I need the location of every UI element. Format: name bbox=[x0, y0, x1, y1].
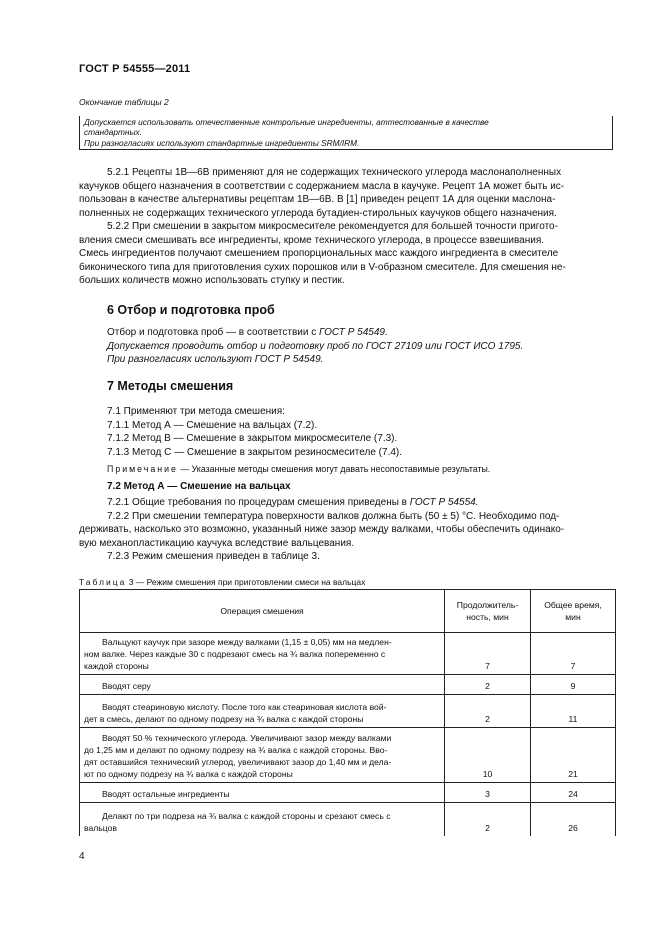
operation-cell bbox=[80, 803, 445, 836]
text-line: вую механопластикацию каучука вследствие вальцевания. bbox=[79, 537, 355, 549]
paragraph-7-2 bbox=[79, 496, 615, 564]
text-span: 7.2.1 Общие требования по процедурам смешения приведены в bbox=[107, 497, 410, 508]
header-operation: Операция смешения bbox=[80, 590, 445, 633]
duration-cell: 10 bbox=[445, 728, 531, 783]
cell-line: дят оставшийся технический углерод, увеличивают зазор до 1,40 мм и дела- bbox=[84, 757, 392, 767]
text-line: биконического типа для приготовления сухих порошков или в V-образном смесителе. Для смешения не- bbox=[79, 261, 566, 273]
table2-note-box bbox=[79, 116, 613, 150]
section-6-title: 6 Отбор и подготовка проб bbox=[107, 303, 275, 317]
text-line: пользован в качестве альтернативы рецептам 1В—6В. В [1] приведен рецепт 1А для оценки маслона- bbox=[79, 194, 556, 205]
total-cell: 24 bbox=[531, 783, 616, 803]
note-text: — Указанные методы смешения могут давать несопоставимые результаты. bbox=[177, 464, 491, 474]
cell-line: Вальцуют каучук при зазоре между валками (1,15 ± 0,05) мм на медлен- bbox=[102, 637, 392, 647]
text-line: Смесь ингредиентов получают смешением пропорциональных масс каждого ингредиента в смесителе bbox=[79, 248, 559, 259]
text-line: 7.1.1 Метод А — Смешение на вальцах (7.2). bbox=[107, 419, 318, 431]
cell-line: ют по одному подрезу на ¾ валка с каждой стороны bbox=[84, 769, 293, 779]
caption-label: Таблица bbox=[79, 577, 127, 587]
text-line: 5.2.1 Рецепты 1В—6В применяют для не содержащих технического углерода маслонаполненных bbox=[107, 167, 562, 178]
table2-note-line: Допускается использовать отечественные контрольные ингредиенты, аттестованные в качестве bbox=[84, 117, 489, 127]
operation-cell bbox=[80, 695, 445, 728]
caption-text: 3 — Режим смешения при приготовлении смеси на вальцах bbox=[126, 577, 366, 587]
header-duration bbox=[445, 590, 531, 633]
section-7-note bbox=[107, 464, 490, 474]
operation-cell bbox=[80, 783, 445, 803]
section-6-body bbox=[107, 326, 523, 367]
cell-line: дет в смесь, делают по одному подрезу на ¾ валка с каждой стороны bbox=[84, 714, 364, 724]
operation-cell bbox=[80, 675, 445, 695]
section-7-title: 7 Методы смешения bbox=[107, 379, 234, 393]
text-line: Допускается проводить отбор и подготовку проб по ГОСТ 27109 или ГОСТ ИСО 1795. bbox=[107, 340, 524, 352]
table3-caption bbox=[79, 577, 365, 587]
text-line: вления смеси смешивать все ингредиенты, кроме технического углерода, в процессе взвешивания. bbox=[79, 234, 545, 246]
duration-cell: 7 bbox=[445, 633, 531, 675]
paragraph-5-2-2 bbox=[79, 220, 615, 288]
text-line: 7.1.3 Метод С — Смешение в закрытом резиносмесителе (7.4). bbox=[107, 446, 403, 458]
table-row bbox=[80, 675, 616, 695]
duration-cell: 2 bbox=[445, 675, 531, 695]
text-line: держивать, насколько это возможно, указанный ниже зазор между валками, чтобы обеспечить одинако- bbox=[79, 524, 565, 535]
header-text: мин bbox=[565, 612, 581, 622]
total-cell: 21 bbox=[531, 728, 616, 783]
table-row bbox=[80, 695, 616, 728]
cell-line: Вводят серу bbox=[102, 681, 151, 691]
table2-note-line: стандартных. bbox=[84, 127, 142, 137]
text-line bbox=[107, 326, 523, 340]
operation-cell bbox=[80, 633, 445, 675]
text-line: полненных не содержащих технического углерода бутадиен-стирольных каучуков общего назначения. bbox=[79, 207, 557, 219]
operation-cell bbox=[80, 728, 445, 783]
header-text: Продолжитель- bbox=[456, 600, 519, 610]
table-header-row bbox=[80, 590, 616, 633]
cell-line: вальцов bbox=[84, 822, 117, 833]
cell-line: каждой стороны bbox=[84, 661, 149, 671]
table-row bbox=[80, 728, 616, 783]
cell-line: Вводят 50 % технического углерода. Увеличивают зазор между валками bbox=[102, 733, 392, 743]
text-line: больших количеств можно использовать ступку и пестик. bbox=[79, 275, 345, 286]
text-line: 7.2.2 При смешении температура поверхности валков должна быть (50 ± 5) °С. Необходимо под- bbox=[107, 510, 560, 522]
cell-line: до 1,25 мм и делают по одному подрезу на ¾ валка с каждой стороны. Вво- bbox=[84, 745, 388, 755]
text-line: 7.1.2 Метод В — Смешение в закрытом микросмесителе (7.3). bbox=[107, 433, 398, 444]
text-line: При разногласиях используют ГОСТ Р 54549. bbox=[107, 354, 324, 365]
table2-note-line: При разногласиях используют стандартные ингредиенты SRM/IRM. bbox=[84, 138, 360, 148]
total-cell: 26 bbox=[531, 803, 616, 836]
standard-ref: ГОСТ Р 54549. bbox=[319, 327, 388, 338]
text-line: 7.2.3 Режим смешения приведен в таблице 3. bbox=[107, 551, 320, 562]
text-line: каучуков общего назначения в соответствии с содержанием масла в каучуке. Рецепт 1А может быть ис- bbox=[79, 180, 565, 192]
header-text: Общее время, bbox=[544, 600, 602, 610]
note-label: Примечание bbox=[107, 464, 178, 474]
header-text: ность, мин bbox=[466, 612, 509, 622]
cell-line: ном валке. Через каждые 30 с подрезают смесь на ¾ валка попеременно с bbox=[84, 649, 386, 659]
subsection-7-2-title: 7.2 Метод А — Смешение на вальцах bbox=[107, 481, 291, 492]
total-cell: 9 bbox=[531, 675, 616, 695]
page-number: 4 bbox=[79, 851, 85, 862]
table3 bbox=[79, 589, 616, 836]
cell-line: Делают по три подреза на ¾ валка с каждой стороны и срезают смесь с bbox=[102, 810, 391, 821]
table-row bbox=[80, 783, 616, 803]
total-cell: 7 bbox=[531, 633, 616, 675]
header-total bbox=[531, 590, 616, 633]
text-line: 5.2.2 При смешении в закрытом микросмесителе рекомендуется для большей точности пригото- bbox=[107, 221, 558, 232]
section-7-items bbox=[107, 405, 402, 459]
document-header: ГОСТ Р 54555—2011 bbox=[79, 63, 191, 75]
duration-cell: 3 bbox=[445, 783, 531, 803]
cell-line: Вводят стеариновую кислоту. После того как стеариновая кислота вой- bbox=[102, 702, 387, 712]
table-row bbox=[80, 803, 616, 836]
standard-ref: ГОСТ Р 54554. bbox=[409, 497, 479, 508]
duration-cell: 2 bbox=[445, 695, 531, 728]
table-continuation-label: Окончание таблицы 2 bbox=[79, 97, 169, 107]
text-line: 7.1 Применяют три метода смешения: bbox=[107, 406, 285, 417]
text-line bbox=[79, 496, 615, 510]
paragraph-5-2-1 bbox=[79, 166, 615, 220]
cell-line: Вводят остальные ингредиенты bbox=[102, 789, 230, 799]
total-cell: 11 bbox=[531, 695, 616, 728]
table-row bbox=[80, 633, 616, 675]
text-span: Отбор и подготовка проб — в соответствии с bbox=[107, 327, 320, 338]
duration-cell: 2 bbox=[445, 803, 531, 836]
